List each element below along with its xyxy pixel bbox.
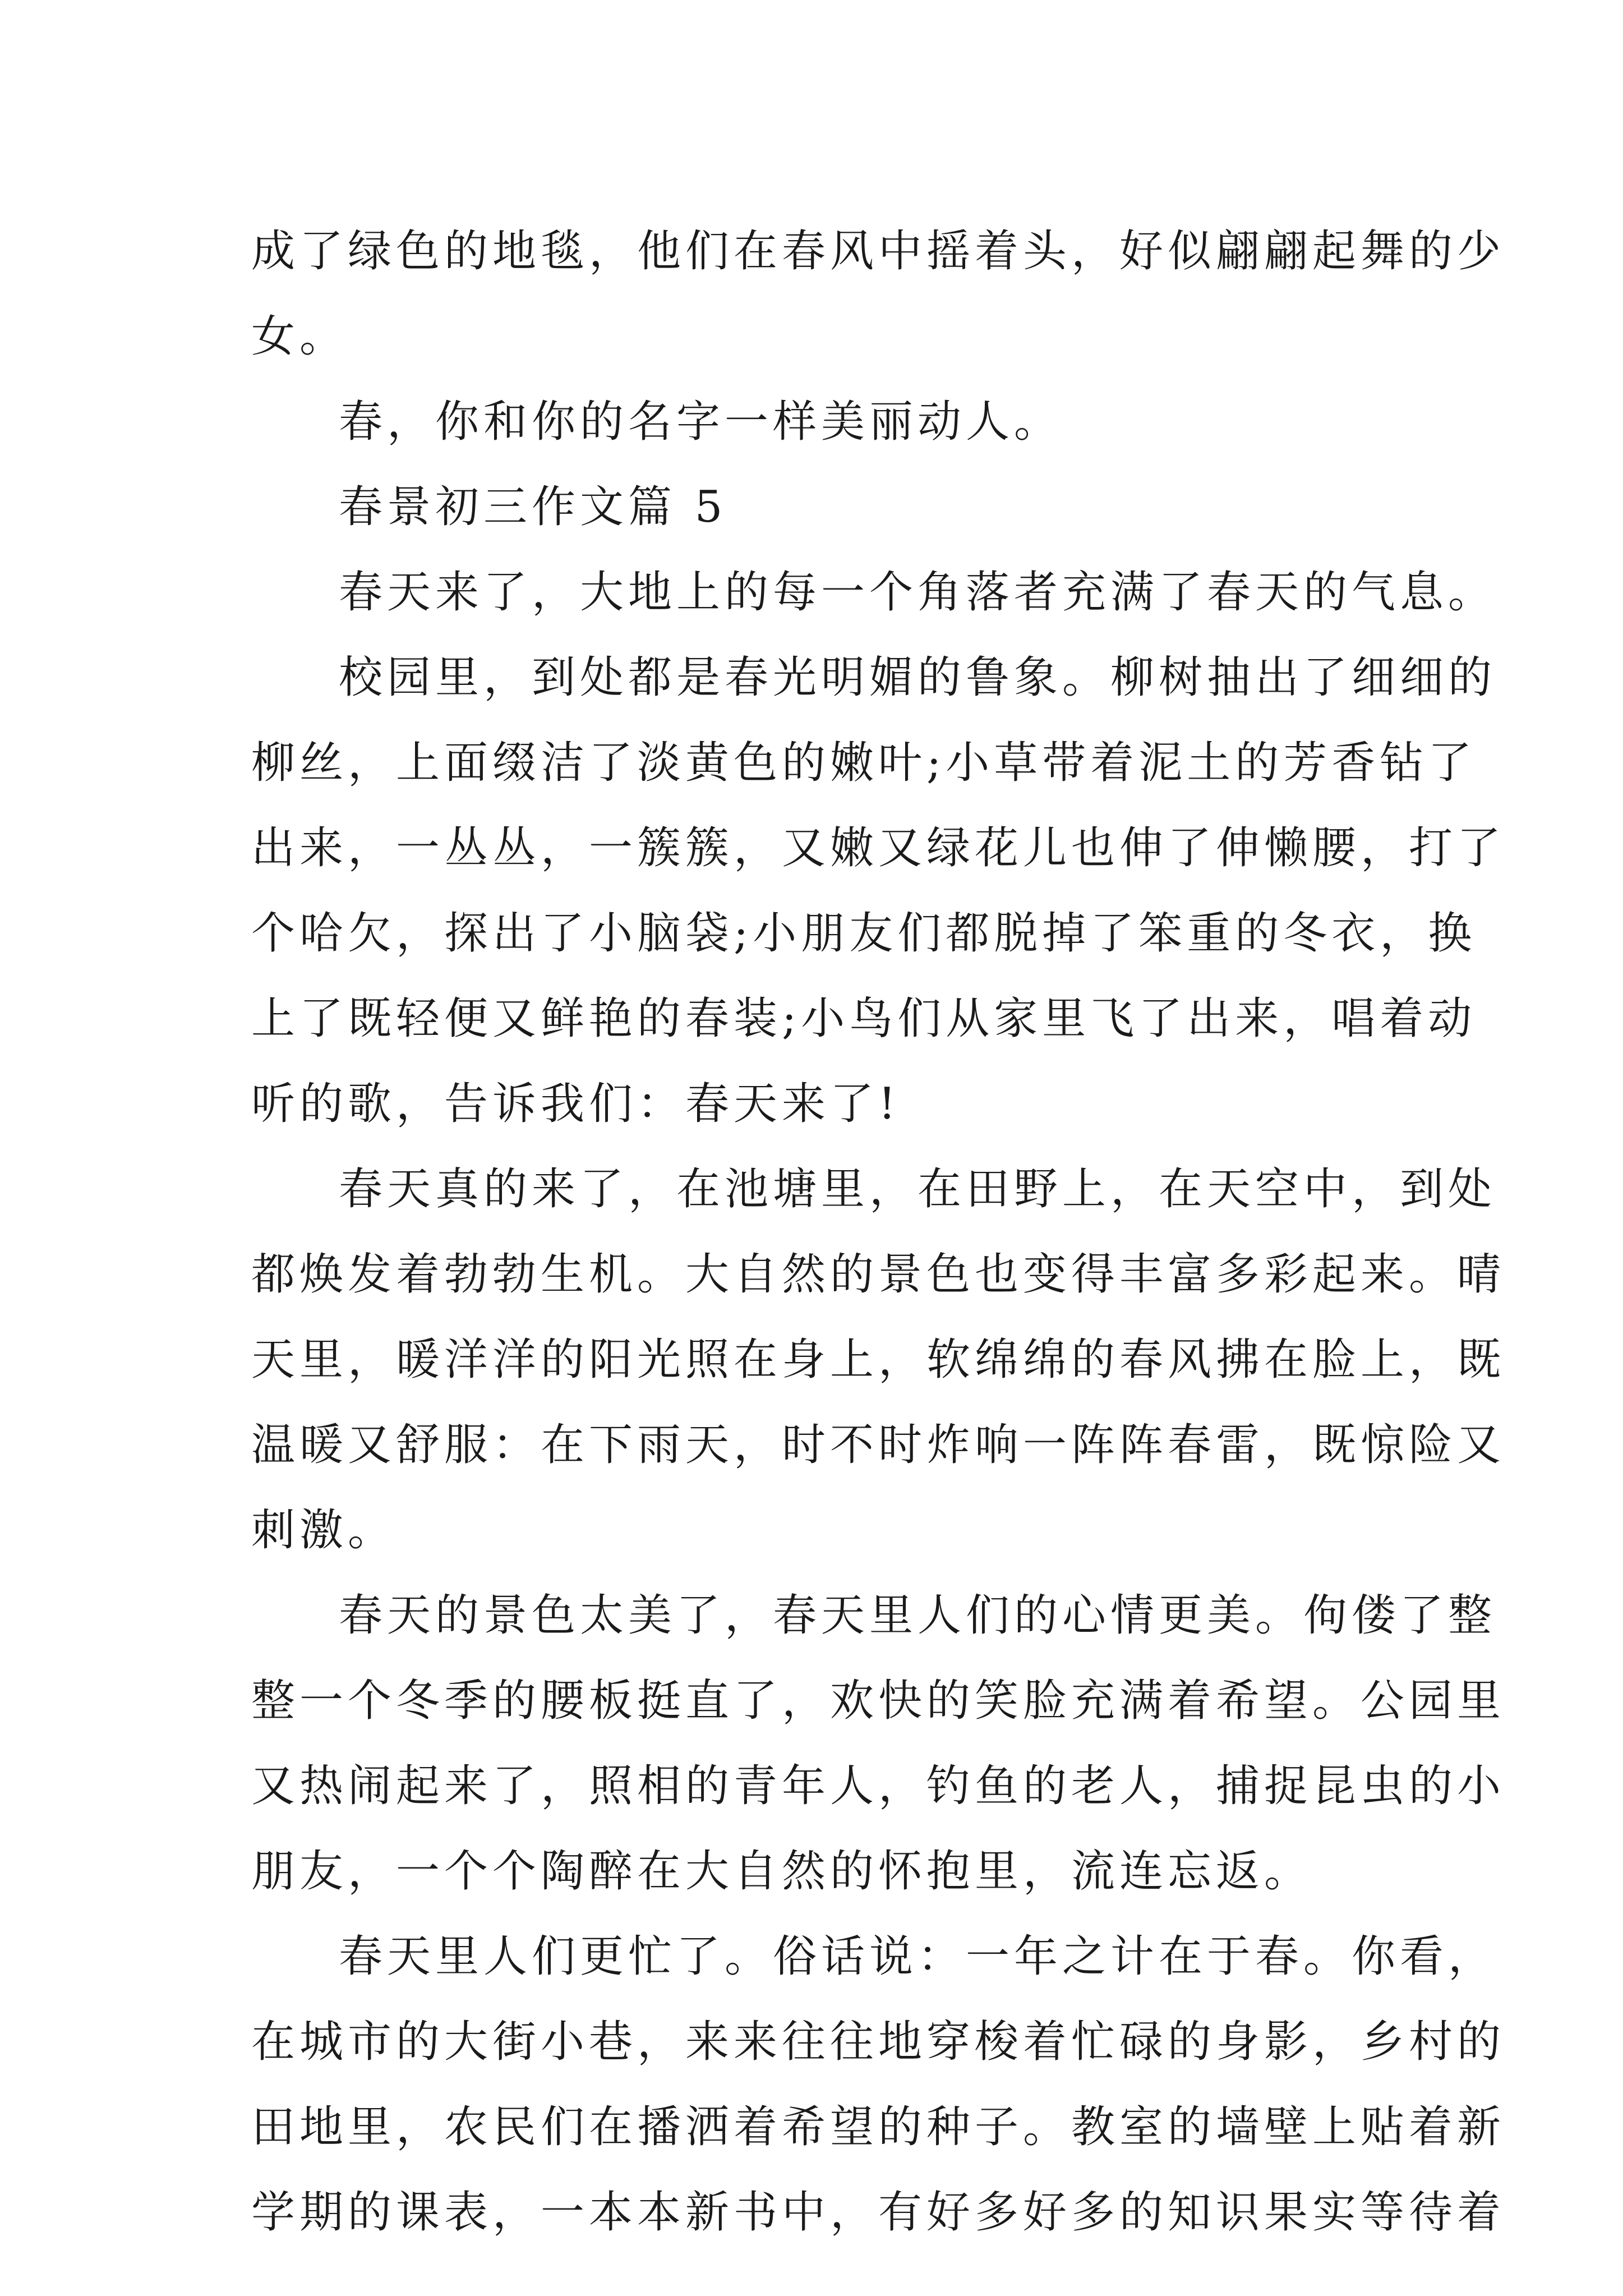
paragraph [251,1573,1506,1914]
paragraph [251,550,1497,635]
text-line: 春景初三作文篇 5 [339,482,727,532]
paragraph [251,209,1506,379]
paragraph [251,1147,1506,1573]
text-line: 上了既轻便又鲜艳的春装;小鸟们从家里飞了出来，唱着动 [251,993,1477,1044]
text-line: 女。 [251,311,348,362]
text-line: 温暖又舒服：在下雨天，时不时炸响一阵阵春雷，既惊险又 [251,1420,1506,1470]
paragraph [251,464,1378,550]
paragraph [251,379,1378,464]
text-line: 在城市的大街小巷，来来往往地穿梭着忙碌的身影，乡村的 [251,2017,1506,2067]
text-line: 学期的课表，一本本新书中，有好多好多的知识果实等待着 [251,2187,1506,2238]
text-line: 听的歌，告诉我们：春天来了! [251,1079,901,1129]
text-line: 校园里，到处都是春光明媚的鲁象。柳树抽出了细细的 [339,652,1497,703]
text-line: 朋友，一个个陶醉在大自然的怀抱里，流连忘返。 [251,1846,1313,1897]
paragraph [251,635,1506,1147]
text-line: 成了绿色的地毯，他们在春风中摇着头，好似翩翩起舞的少 [251,226,1506,277]
text-line: 都焕发着勃勃生机。大自然的景色也变得丰富多彩起来。晴 [251,1249,1506,1300]
text-line: 田地里，农民们在播洒着希望的种子。教室的墙壁上贴着新 [251,2102,1506,2152]
text-line: 天里，暖洋洋的阳光照在身上，软绵绵的春风拂在脸上，既 [251,1335,1506,1385]
text-line: 春，你和你的名字一样美丽动人。 [339,397,1063,447]
text-line: 刺激。 [251,1505,396,1556]
text-line: 春天来了，大地上的每一个角落者充满了春天的气息。 [339,567,1497,618]
text-line: 春天真的来了，在池塘里，在田野上，在天空中，到处 [339,1164,1497,1214]
text-line: 春天里人们更忙了。俗话说：一年之计在于春。你看， [339,1931,1497,1982]
essay-body [251,209,1506,2255]
text-line: 整一个冬季的腰板挺直了，欢快的笑脸充满着希望。公园里 [251,1676,1506,1726]
text-line: 春天的景色太美了，春天里人们的心情更美。佝偻了整 [339,1590,1497,1641]
text-line: 又热闹起来了，照相的青年人，钓鱼的老人，捕捉昆虫的小 [251,1761,1506,1811]
text-line: 柳丝，上面缀洁了淡黄色的嫩叶;小草带着泥土的芳香钻了 [251,738,1477,788]
text-line: 出来，一丛丛，一簇簇，又嫩又绿花儿也伸了伸懒腰，打了 [251,823,1506,873]
text-line: 个哈欠，探出了小脑袋;小朋友们都脱掉了笨重的冬衣，换 [251,908,1477,959]
paragraph [251,1914,1506,2255]
